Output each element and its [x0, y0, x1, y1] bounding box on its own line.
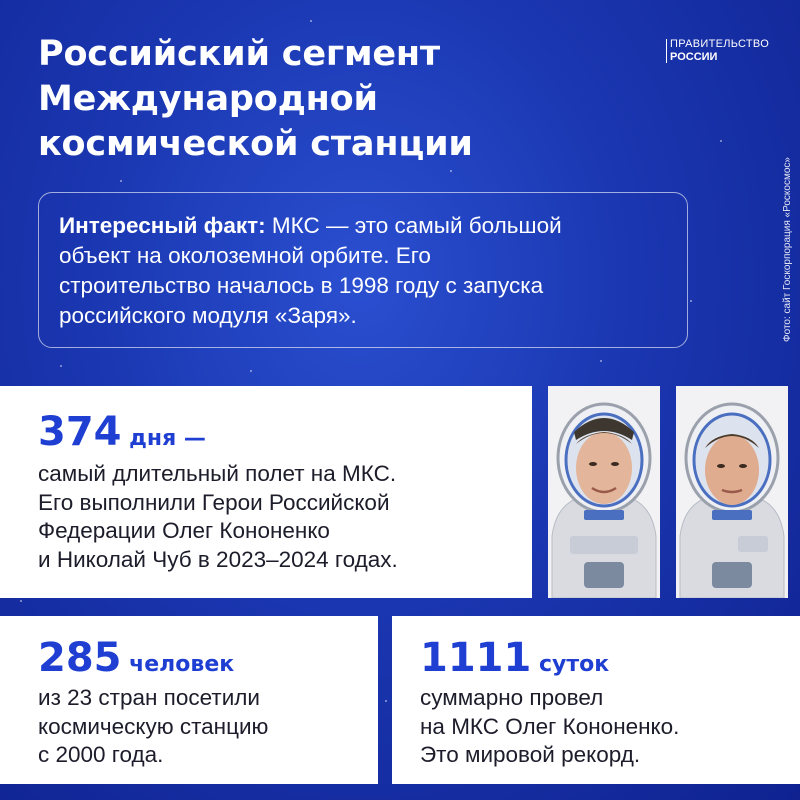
title-line-1: Российский сегмент	[38, 34, 440, 74]
stat-line: из 23 стран посетили	[38, 685, 260, 710]
fact-box	[38, 192, 688, 348]
fact-label: Интересный факт:	[59, 213, 266, 238]
stat-number: 374	[38, 409, 122, 455]
stat-description	[420, 684, 800, 770]
stat-line: Это мировой рекорд.	[420, 742, 641, 767]
stat-card-visitors	[0, 616, 378, 784]
stat-line: с 2000 года.	[38, 742, 164, 767]
stat-headline	[420, 636, 800, 680]
title-line-2: Международной	[38, 79, 378, 119]
stat-headline	[38, 636, 378, 680]
stat-line: на МКС Олег Кононенко.	[420, 713, 680, 739]
logo-line-1: ПРАВИТЕЛЬСТВО	[670, 38, 770, 50]
stat-line: суммарно провел	[420, 685, 604, 710]
title-line-3: космической станции	[38, 124, 473, 164]
fact-text-1: МКС — это самый большой	[265, 213, 562, 238]
stat-number: 285	[38, 635, 122, 681]
fact-line-2: объект на околоземной орбите. Его	[59, 243, 431, 268]
stat-line: и Николай Чуб в 2023–2024 годах.	[38, 546, 398, 572]
fact-line-3: строительство началось в 1998 году с запуска	[59, 273, 544, 298]
stat-unit: человек	[121, 652, 235, 677]
stat-line: самый длительный полет на МКС.	[38, 461, 397, 486]
page-title	[38, 32, 638, 167]
logo-bar	[666, 39, 667, 63]
photo-credit: Фото: сайт Госкорпорация «Роскосмос»	[782, 157, 793, 342]
stat-card-record	[392, 616, 800, 784]
fact-line-1	[59, 211, 667, 241]
logo-line-2: РОССИИ	[670, 51, 718, 63]
stat-unit: суток	[531, 652, 610, 677]
stat-line: космическую станцию	[38, 713, 269, 739]
stat-card-duration	[0, 386, 532, 598]
stat-description	[38, 460, 532, 574]
government-logo	[670, 38, 769, 64]
cosmonaut-photo-chub	[676, 386, 788, 598]
stat-line: Федерации Олег Кононенко	[38, 518, 330, 543]
stat-headline	[38, 410, 532, 454]
stat-unit: дня —	[121, 426, 206, 451]
stat-number: 1111	[420, 635, 532, 681]
stat-line: Его выполнили Герои Российской	[38, 489, 390, 515]
cosmonaut-photo-kononenko	[548, 386, 660, 598]
stat-description	[38, 684, 378, 770]
fact-line-4: российского модуля «Заря».	[59, 303, 357, 328]
